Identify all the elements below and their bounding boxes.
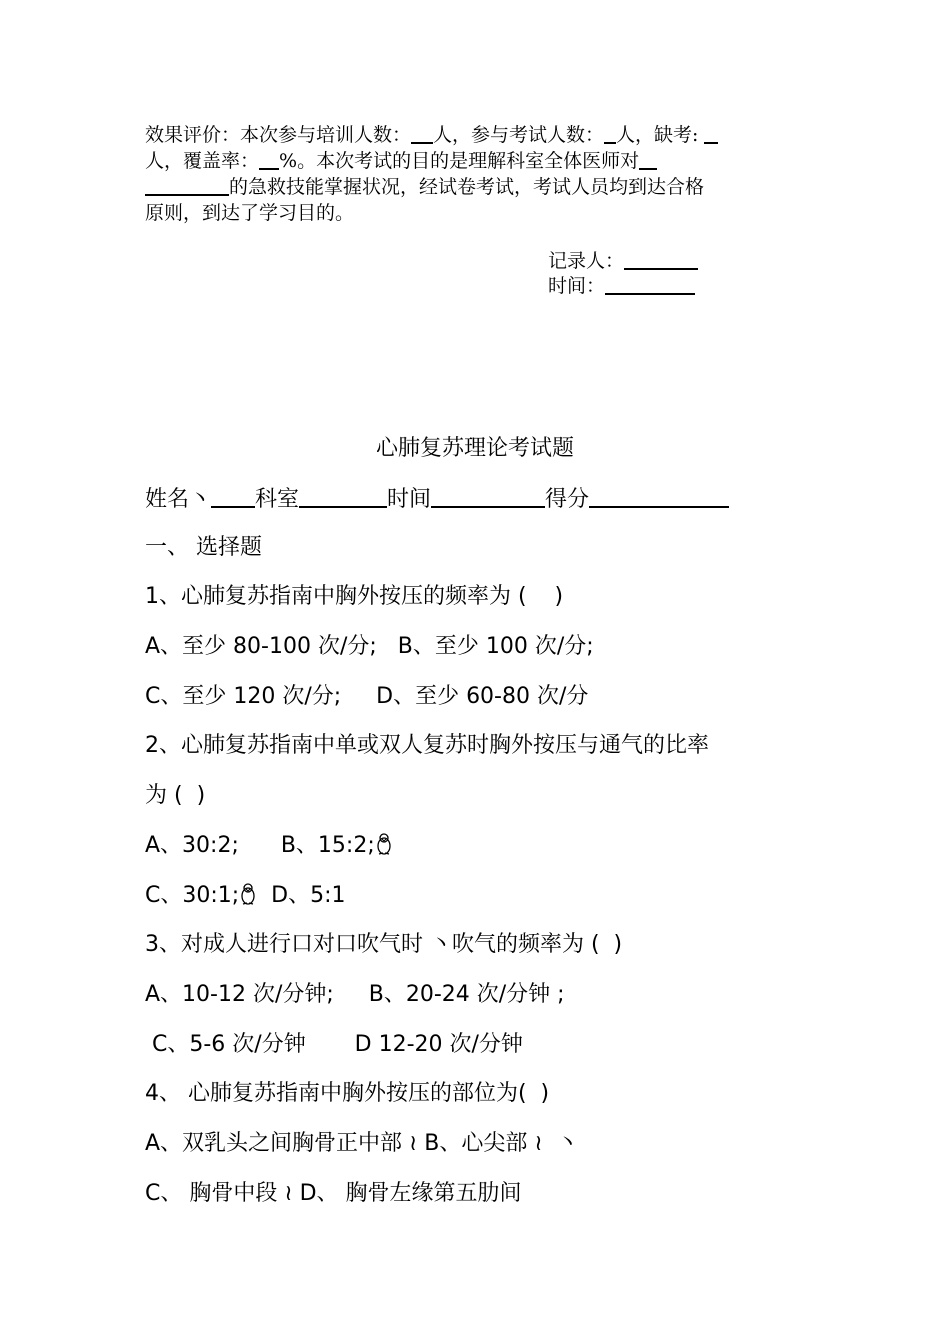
name-label: 姓名丶 [145, 487, 212, 512]
exam-info-line [145, 484, 845, 515]
evaluation-text-3: 人，缺考: [616, 124, 699, 146]
subject-blank-2[interactable] [145, 176, 229, 196]
evaluation-text-6: 的急救技能掌握状况，经试卷考试，考试人员均到达合格 [229, 176, 705, 198]
question-3-options-cd: C、5-6 次/分钟 D 12-20 次/分钟 [145, 1032, 523, 1057]
recorder-blank[interactable] [624, 250, 698, 270]
question-1-options-ab: A、至少 80-100 次/分; B、至少 100 次/分; [145, 634, 594, 659]
penguin-icon [239, 882, 257, 906]
q2-option-c-text: C、30:1; [145, 883, 240, 908]
evaluation-text-5: %。本次考试的目的是理解科室全体医师对 [279, 150, 640, 172]
score-label: 得分 [545, 487, 590, 512]
q2-options-ab-text: A、30:2; B、15:2; [145, 833, 375, 858]
score-blank[interactable] [589, 484, 729, 508]
question-4-options-ab: A、双乳头之间胸骨正中部 ≀ B、心尖部 ≀ 丶 [145, 1131, 579, 1156]
evaluation-text-2: 人，参与考试人数： [433, 124, 605, 146]
record-time-blank[interactable] [605, 275, 695, 295]
record-time-line [548, 273, 695, 299]
record-time-label: 时间： [548, 275, 606, 297]
dept-label: 科室 [255, 487, 300, 512]
examinees-count-blank[interactable] [604, 124, 616, 144]
exam-time-blank[interactable] [431, 484, 545, 508]
question-1: 1、心肺复苏指南中胸外按压的频率为 ( ) [145, 584, 564, 609]
trainees-count-blank[interactable] [411, 124, 433, 144]
question-3-options-ab: A、10-12 次/分钟; B、20-24 次/分钟 ; [145, 982, 565, 1007]
recorder-line [548, 248, 698, 274]
evaluation-paragraph [145, 122, 810, 226]
recorder-label: 记录人： [548, 250, 625, 272]
question-4: 4、 心肺复苏指南中胸外按压的部位为( ) [145, 1081, 550, 1106]
absent-count-blank[interactable] [704, 124, 718, 144]
exam-title: 心肺复苏理论考试题 [375, 436, 574, 461]
evaluation-text-1: 效果评价：本次参与培训人数： [145, 124, 412, 146]
q2-option-d-text: D、5:1 [257, 883, 346, 908]
question-2-options-ab [145, 831, 845, 861]
question-2-options-cd [145, 881, 845, 911]
penguin-icon [375, 832, 393, 856]
exam-time-label: 时间 [387, 487, 432, 512]
subject-blank-1[interactable] [639, 150, 657, 170]
question-4-options-cd: C、 胸骨中段 ≀ D、 胸骨左缘第五肋间 [145, 1181, 522, 1206]
dept-blank[interactable] [299, 484, 387, 508]
question-3: 3、对成人进行口对口吹气时 丶吹气的频率为 ( ) [145, 932, 623, 957]
evaluation-text-4: 人，覆盖率： [145, 150, 260, 172]
evaluation-text-7: 原则，到达了学习目的。 [145, 202, 355, 224]
question-2-line-2: 为 ( ) [145, 783, 206, 808]
name-blank[interactable] [211, 484, 255, 508]
section-heading: 一、 选择题 [145, 535, 262, 560]
question-1-options-cd: C、至少 120 次/分; D、至少 60-80 次/分 [145, 684, 589, 709]
question-2-line-1: 2、心肺复苏指南中单或双人复苏时胸外按压与通气的比率 [145, 733, 709, 758]
coverage-rate-blank[interactable] [259, 150, 279, 170]
